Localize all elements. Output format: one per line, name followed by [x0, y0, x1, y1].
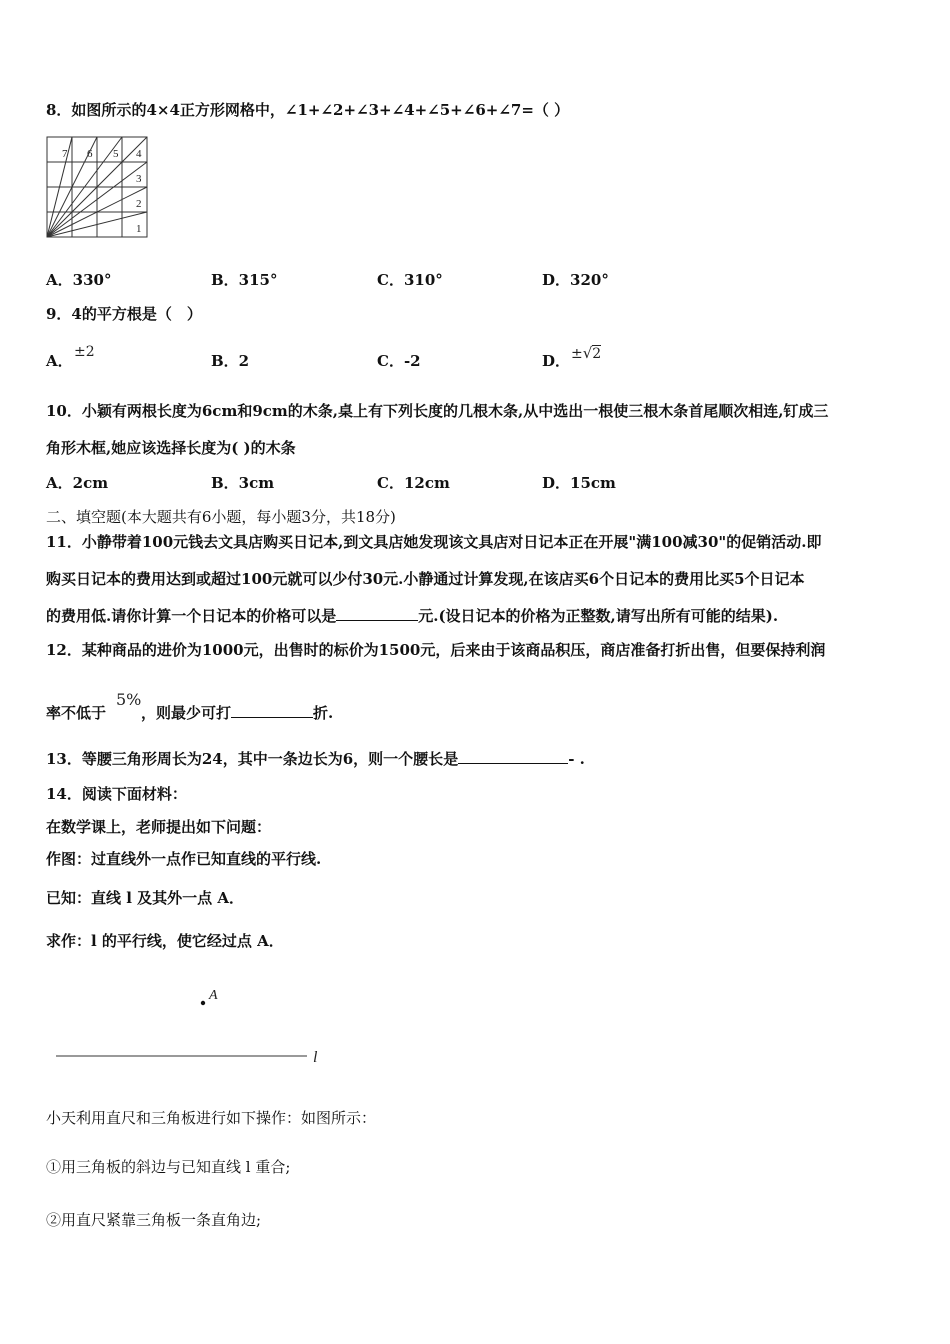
q11-line-3 — [46, 606, 778, 626]
q9-option-d — [542, 351, 570, 371]
angle-label-3: 3 — [136, 173, 142, 185]
angle-label-4: 4 — [136, 148, 142, 160]
q10-option-b: B．3cm — [211, 474, 275, 492]
radicand: 2 — [592, 346, 602, 362]
q8-option-a: A．330° — [46, 271, 112, 289]
q10-option-a: A．2cm — [46, 474, 109, 492]
angle-label-6: 6 — [87, 148, 93, 160]
angle-label-1: 1 — [136, 223, 142, 235]
point-a-label: A — [209, 988, 218, 1003]
q9-option-a-letter: A． — [46, 352, 73, 370]
q8-option-b: B．315° — [211, 271, 278, 289]
q8-grid-figure — [46, 136, 150, 240]
q10-option-c: C．12cm — [377, 474, 450, 492]
q12-line-2-start: 率不低于 — [46, 704, 107, 722]
q8-stem: 8．如图所示的4×4正方形网格中，∠1+∠2+∠3+∠4+∠5+∠6+∠7=（ ） — [46, 101, 570, 119]
q14-line-3: 作图：过直线外一点作已知直线的平行线. — [46, 850, 322, 868]
q12-line-2-end: 折. — [313, 704, 334, 722]
line-l-label: l — [313, 1049, 318, 1066]
section-2-heading: 二、填空题(本大题共有6小题，每小题3分，共18分) — [46, 508, 396, 526]
q13-text-end: - . — [568, 750, 585, 768]
q13-text — [46, 749, 585, 769]
angle-label-7: 7 — [62, 148, 68, 160]
plus-minus-sign: ± — [571, 346, 583, 362]
q14-line-8: ②用直尺紧靠三角板一条直角边; — [46, 1211, 262, 1229]
q9-stem: 9．4的平方根是（ ） — [46, 305, 202, 323]
q14-line-4: 已知：直线 l 及其外一点 A． — [46, 889, 245, 907]
q12-line-2 — [46, 703, 333, 723]
q14-line-1: 14．阅读下面材料： — [46, 785, 187, 803]
angle-label-5: 5 — [113, 148, 119, 160]
q12-percent: 5% — [116, 690, 142, 709]
q14-line-7: ①用三角板的斜边与已知直线 l 重合; — [46, 1158, 291, 1176]
q9-option-a-math: ±2 — [74, 344, 95, 360]
radical-sign-icon: √ — [582, 344, 593, 362]
q12-line-1: 12．某种商品的进价为1000元，出售时的标价为1500元，后来由于该商品积压，商店准备打折出售，但要保持利润 — [46, 641, 826, 659]
q11-line-2: 购买日记本的费用达到或超过100元就可以少付30元.小静通过计算发现,在该店买6个日记本的费用比买5个日记本 — [46, 570, 805, 588]
q14-line-5: 求作：l 的平行线，使它经过点 A． — [46, 932, 284, 950]
q11-line-3-end: 元.(设日记本的价格为正整数,请写出所有可能的结果). — [418, 607, 779, 625]
q11-line-1: 11．小静带着100元钱去文具店购买日记本,到文具店她发现该文具店对日记本正在开展"满100减30"的促销活动.即 — [46, 533, 822, 551]
q9-option-d-math — [571, 344, 601, 362]
q9-option-b: B．2 — [211, 352, 250, 370]
q14-line-2: 在数学课上，老师提出如下问题： — [46, 818, 272, 836]
angle-label-2: 2 — [136, 198, 142, 210]
q14-line-and-point-figure — [50, 980, 340, 1070]
q12-line-2-mid: ，则最少可打 — [141, 704, 232, 722]
q10-option-d: D．15cm — [542, 474, 616, 492]
q12-answer-blank — [231, 703, 313, 718]
q8-option-d: D．320° — [542, 271, 609, 289]
q10-line-2: 角形木框,她应该选择长度为( )的木条 — [46, 439, 296, 457]
q13-text-start: 13．等腰三角形周长为24，其中一条边长为6，则一个腰长是 — [46, 750, 459, 768]
point-a-dot — [201, 1001, 205, 1005]
q11-line-3-start: 的费用低.请你计算一个日记本的价格可以是 — [46, 607, 337, 625]
q9-option-c: C．-2 — [377, 352, 421, 370]
q9-option-a — [46, 351, 73, 371]
q10-line-1: 10．小颖有两根长度为6cm和9cm的木条,桌上有下列长度的几根木条,从中选出一根使三根木条首尾顺次相连,钉成三 — [46, 402, 829, 420]
q13-answer-blank — [458, 749, 568, 764]
q14-line-6: 小天利用直尺和三角板进行如下操作：如图所示： — [46, 1109, 377, 1127]
q11-answer-blank — [336, 606, 418, 621]
q9-option-d-letter: D． — [542, 352, 571, 370]
q8-option-c: C．310° — [377, 271, 443, 289]
